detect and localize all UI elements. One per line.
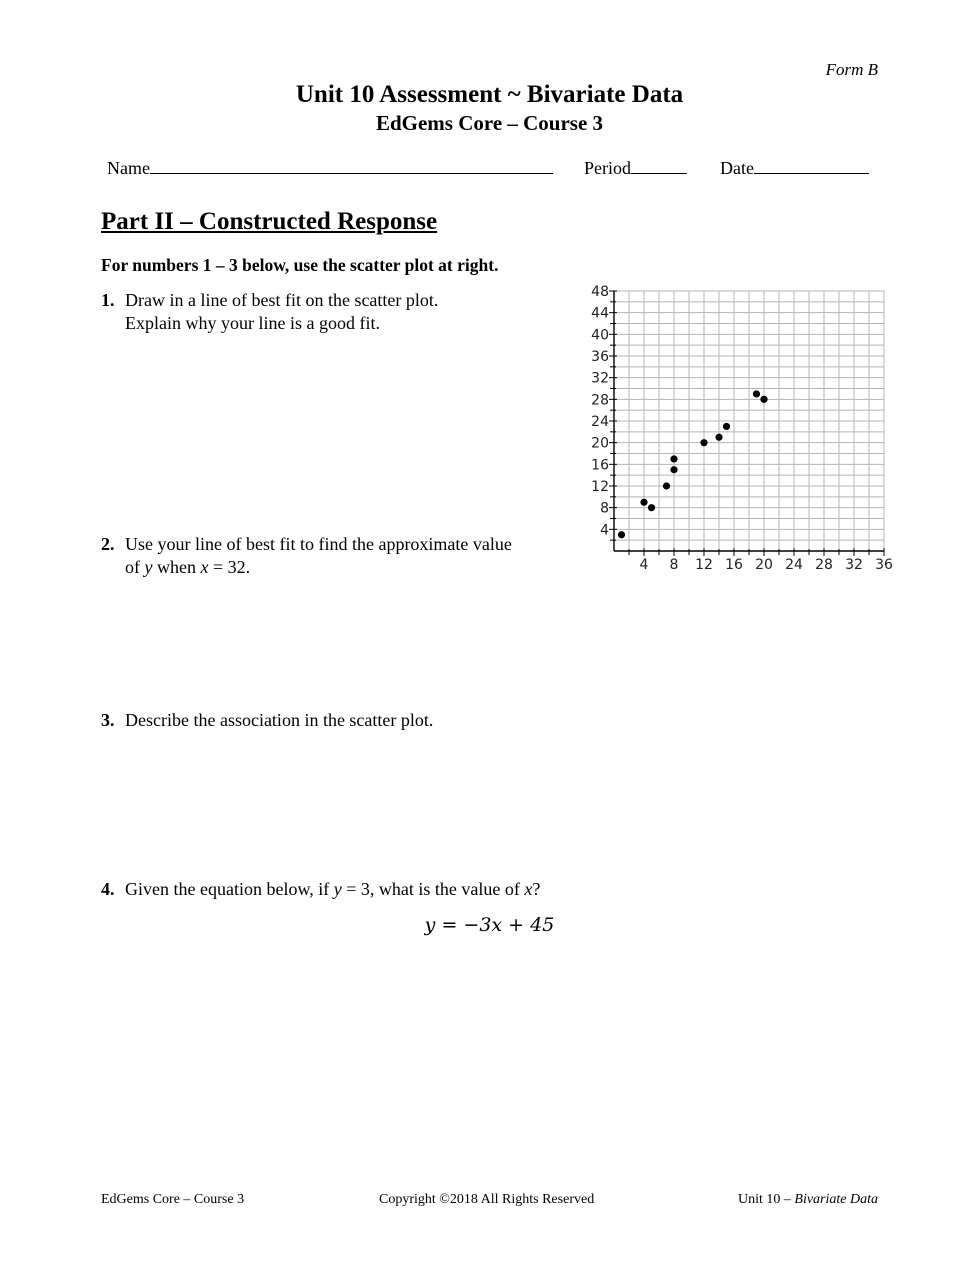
question-number: 4.: [101, 879, 115, 899]
data-point[interactable]: [723, 423, 730, 430]
question-3: [101, 709, 433, 732]
name-label: Name: [107, 158, 150, 178]
form-label: Form B: [825, 60, 878, 79]
section-title: Part II – Constructed Response: [101, 208, 438, 235]
question-number: 3.: [101, 710, 115, 730]
x-tick-label: 28: [815, 557, 833, 573]
equation: y = −3x + 45: [424, 914, 555, 936]
footer-copyright: Copyright ©2018 All Rights Reserved: [379, 1192, 595, 1207]
y-tick-label: 44: [591, 305, 609, 322]
data-point[interactable]: [670, 455, 677, 462]
question-text: Describe the association in the scatter plot.: [125, 710, 434, 730]
period-label: Period: [584, 158, 631, 178]
x-tick-label: 20: [755, 557, 773, 573]
x-tick-label: 32: [845, 557, 863, 573]
y-tick-label: 4: [600, 522, 609, 539]
y-tick-label: 32: [591, 370, 609, 387]
question-text: Explain why your line is a good fit.: [125, 313, 380, 333]
y-tick-label: 20: [591, 435, 609, 452]
data-point[interactable]: [715, 434, 722, 441]
footer-course: EdGems Core – Course 3: [101, 1192, 245, 1207]
question-2: [101, 533, 512, 579]
data-point[interactable]: [648, 504, 655, 511]
question-number: 1.: [101, 290, 115, 310]
x-tick-label: 12: [695, 557, 713, 573]
data-point[interactable]: [670, 466, 677, 473]
question-text: Use your line of best fit to find the approximate value: [125, 534, 512, 554]
y-tick-label: 8: [600, 500, 609, 517]
data-point[interactable]: [753, 390, 760, 397]
x-tick-label: 16: [725, 557, 743, 573]
chart-grid: [614, 291, 884, 551]
x-tick-label: 24: [785, 557, 803, 573]
date-blank[interactable]: [754, 157, 869, 174]
x-tick-label: 36: [875, 557, 893, 573]
data-point[interactable]: [760, 396, 767, 403]
page-title: Unit 10 Assessment ~ Bivariate Data: [295, 81, 684, 108]
period-field[interactable]: [584, 157, 687, 179]
date-label: Date: [720, 158, 754, 178]
data-point[interactable]: [663, 482, 670, 489]
y-tick-label: 40: [591, 327, 609, 344]
name-blank[interactable]: [150, 157, 553, 174]
x-tick-label: 8: [669, 557, 679, 573]
data-point[interactable]: [700, 439, 707, 446]
y-tick-label: 48: [591, 284, 609, 300]
question-1: [101, 289, 438, 335]
question-4: 4. Given the equation below, if y = 3, what is the value of x?: [101, 879, 541, 899]
scatter-plot[interactable]: [580, 282, 900, 582]
section-instruction: For numbers 1 – 3 below, use the scatter plot at right.: [101, 255, 499, 275]
question-text-line2: of y when x = 32.: [125, 557, 251, 577]
y-tick-label: 16: [591, 457, 609, 474]
name-field[interactable]: [107, 157, 553, 179]
question-text: Draw in a line of best fit on the scatter plot.: [125, 290, 439, 310]
date-field[interactable]: [720, 157, 869, 179]
y-tick-label: 12: [591, 479, 609, 495]
chart-axes: [609, 291, 884, 556]
data-point[interactable]: [640, 499, 647, 506]
y-tick-label: 36: [591, 349, 609, 365]
y-tick-label: 28: [591, 392, 609, 409]
data-point[interactable]: [618, 531, 625, 538]
question-number: 2.: [101, 534, 115, 554]
y-tick-label: 24: [591, 414, 609, 430]
period-blank[interactable]: [631, 157, 687, 174]
footer-unit: Unit 10 – Bivariate Data: [738, 1192, 878, 1207]
x-tick-label: 4: [639, 557, 649, 573]
page-subtitle: EdGems Core – Course 3: [375, 111, 604, 135]
